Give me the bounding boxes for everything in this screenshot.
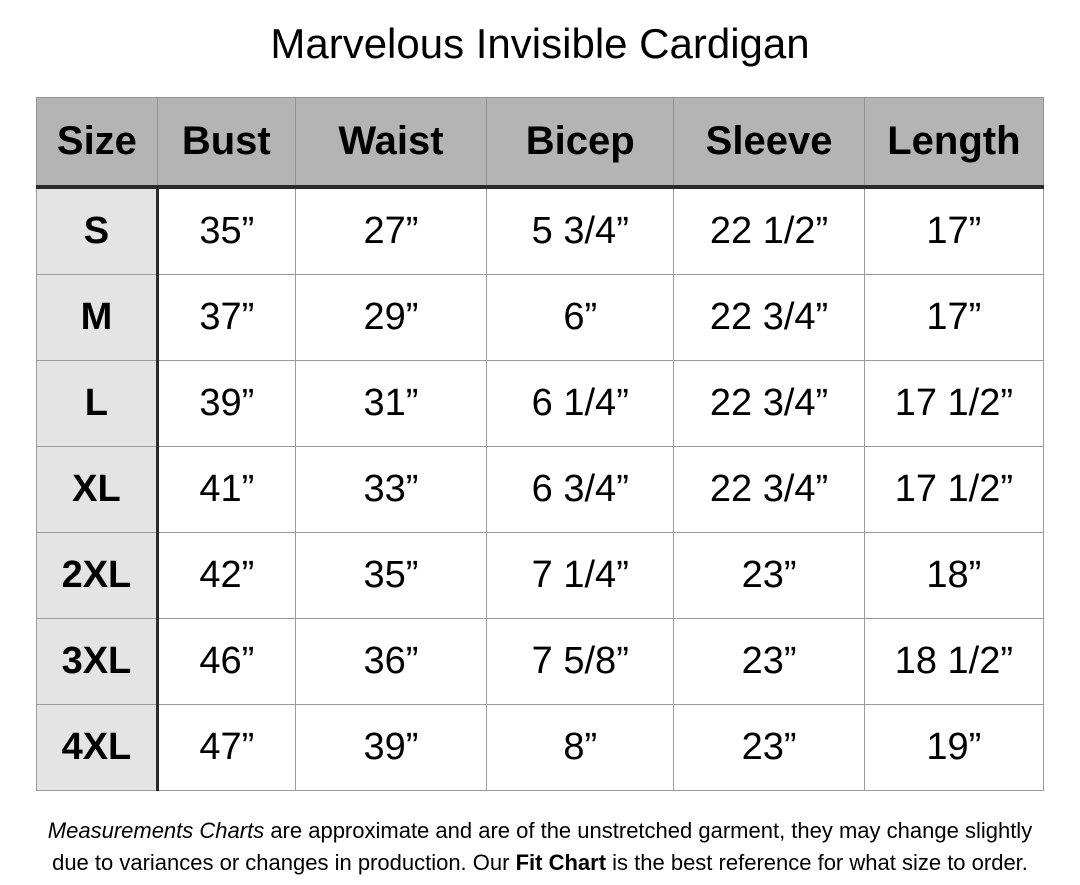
size-cell: 4XL <box>37 705 158 791</box>
table-row <box>37 533 1044 619</box>
measurement-cell: 46” <box>157 619 295 705</box>
measurement-cell: 47” <box>157 705 295 791</box>
table-header <box>37 98 1044 188</box>
measurement-cell: 39” <box>157 361 295 447</box>
measurement-cell: 35” <box>295 533 486 619</box>
size-cell: XL <box>37 447 158 533</box>
measurement-cell: 23” <box>674 533 864 619</box>
measurement-cell: 18” <box>864 533 1043 619</box>
measurement-cell: 35” <box>157 187 295 275</box>
measurement-cell: 17 1/2” <box>864 447 1043 533</box>
measurement-cell: 31” <box>295 361 486 447</box>
measurement-cell: 36” <box>295 619 486 705</box>
size-cell: 2XL <box>37 533 158 619</box>
measurement-cell: 6 3/4” <box>487 447 674 533</box>
measurement-cell: 7 5/8” <box>487 619 674 705</box>
size-chart-table <box>36 97 1044 791</box>
measurement-cell: 22 3/4” <box>674 361 864 447</box>
measurement-cell: 6” <box>487 275 674 361</box>
footer-text-1: are approximate and are of the unstretched garment, they may change slightly <box>264 818 1033 844</box>
measurement-cell: 29” <box>295 275 486 361</box>
measurement-cell: 41” <box>157 447 295 533</box>
header-row <box>37 98 1044 188</box>
footer-measurements-charts-label: Measurements Charts <box>47 818 265 844</box>
footer-text-2: due to variances or changes in production. Our <box>52 850 516 876</box>
footer-fit-chart-label: Fit Chart <box>515 850 607 876</box>
measurement-cell: 17” <box>864 275 1043 361</box>
measurement-cell: 27” <box>295 187 486 275</box>
measurement-cell: 22 3/4” <box>674 447 864 533</box>
measurement-cell: 22 1/2” <box>674 187 864 275</box>
measurement-cell: 8” <box>487 705 674 791</box>
size-cell: S <box>37 187 158 275</box>
measurement-cell: 37” <box>157 275 295 361</box>
measurement-cell: 22 3/4” <box>674 275 864 361</box>
size-cell: M <box>37 275 158 361</box>
column-header-waist: Waist <box>295 98 486 188</box>
size-chart-table-body <box>37 187 1044 791</box>
column-header-sleeve: Sleeve <box>674 98 864 188</box>
measurement-cell: 7 1/4” <box>487 533 674 619</box>
measurement-cell: 39” <box>295 705 486 791</box>
column-header-bicep: Bicep <box>487 98 674 188</box>
column-header-bust: Bust <box>157 98 295 188</box>
measurement-cell: 19” <box>864 705 1043 791</box>
table-row <box>37 619 1044 705</box>
column-header-length: Length <box>864 98 1043 188</box>
table-row <box>37 361 1044 447</box>
table-row <box>37 187 1044 275</box>
size-cell: 3XL <box>37 619 158 705</box>
measurement-cell: 23” <box>674 619 864 705</box>
measurement-cell: 23” <box>674 705 864 791</box>
table-row <box>37 447 1044 533</box>
measurement-cell: 6 1/4” <box>487 361 674 447</box>
measurement-cell: 5 3/4” <box>487 187 674 275</box>
measurement-cell: 17 1/2” <box>864 361 1043 447</box>
size-cell: L <box>37 361 158 447</box>
footer-text-3: is the best reference for what size to order. <box>606 850 1028 876</box>
page-title: Marvelous Invisible Cardigan <box>270 20 810 67</box>
column-header-size: Size <box>37 98 158 188</box>
measurement-cell: 17” <box>864 187 1043 275</box>
table-row <box>37 275 1044 361</box>
table-row <box>37 705 1044 791</box>
measurement-cell: 18 1/2” <box>864 619 1043 705</box>
footer-note <box>0 815 1080 879</box>
measurement-cell: 33” <box>295 447 486 533</box>
measurement-cell: 42” <box>157 533 295 619</box>
